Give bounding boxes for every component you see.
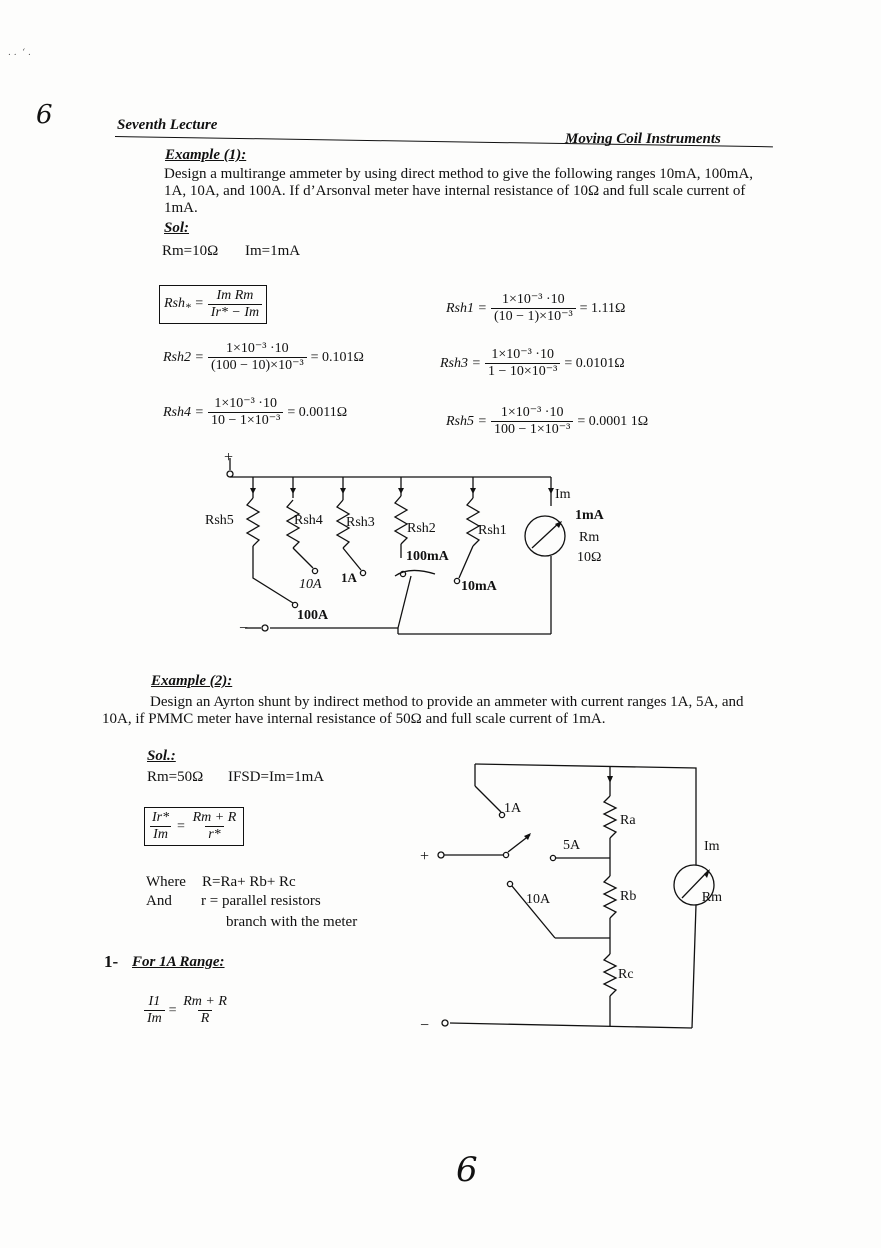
circuit2-meter-rm: Rm: [701, 890, 722, 905]
margin-page-mark: 6: [36, 100, 53, 130]
example2-text: Design an Ayrton shunt by indirect method to provide an ammeter with current ranges 1A, 5A, and 10A, if PMMC meter have internal resistance of 50Ω and full scale current of 1mA.: [102, 694, 744, 727]
circuit1-meter-1ma: 1mA: [575, 508, 604, 523]
circuit1-meter-rm: Rm: [579, 530, 600, 545]
circuit2-meter-im: Im: [704, 839, 720, 854]
circuit2-res-rc: Rc: [618, 967, 634, 982]
range-heading: For 1A Range:: [132, 954, 225, 970]
circuit1-res-rsh2: Rsh2: [407, 521, 436, 536]
example1-formula-box: Rsh$_*$ = $\frac{\text{Im Rm}}{Ir* - Im}$: [159, 285, 267, 324]
circuit2-range-5a: 5A: [563, 838, 581, 853]
circuit1-range-100a: 100A: [297, 608, 329, 623]
footer-page-number: 6: [456, 1150, 478, 1190]
circuit1-range-10ma: 10mA: [461, 579, 497, 594]
circuit2-plus: +: [420, 848, 430, 865]
example1-given-rm: Rm=10Ω: [162, 243, 219, 259]
circuit2-diagram: [410, 758, 730, 1038]
example2-given-ifsd: IFSD=Im=1mA: [228, 769, 325, 785]
and-text: r = parallel resistors: [201, 893, 321, 909]
and-text-2: branch with the meter: [226, 914, 358, 930]
circuit2-range-1a: 1A: [504, 801, 522, 816]
circuit1-res-rsh3: Rsh3: [346, 515, 375, 530]
where-label: Where: [146, 874, 186, 890]
range-formula: $\frac{I1}{Im}$ = $\frac{Rm + R}{R}$: [144, 994, 230, 1027]
circuit2-res-rb: Rb: [620, 889, 637, 904]
circuit1-minus: −: [239, 620, 249, 637]
circuit2-range-10a: 10A: [526, 892, 551, 907]
example2-formula-box: $\frac{Ir*}{Im}$ = $\frac{Rm + R}{r*}$: [144, 807, 244, 846]
circuit1-meter-10ohm: 10Ω: [577, 550, 602, 565]
eq-rsh5: Rsh5 = $\frac{\text{1×10⁻³ ·10}}{\text{100 − 1×10⁻³}}$ = 0.0001 1Ω: [446, 405, 649, 437]
header-right: Moving Coil Instruments: [565, 131, 721, 147]
eq-rsh3: Rsh3 = $\frac{\text{1×10⁻³ ·10}}{\text{1 − 10×10⁻³}}$ = 0.0101Ω: [440, 347, 625, 379]
circuit1-range-10a: 10A: [299, 577, 322, 592]
example2-given-rm: Rm=50Ω: [147, 769, 204, 785]
circuit1-res-rsh1: Rsh1: [478, 523, 507, 538]
circuit1-range-100ma: 100mA: [406, 549, 449, 564]
example1-given-im: Im=1mA: [245, 243, 301, 259]
example1-text: Design a multirange ammeter by using direct method to give the following ranges 10mA, 100mA, 1A, 10A, and 100A. If d’Arsonval meter have internal resistance of 10Ω and full scale current of 1mA.: [164, 166, 754, 216]
circuit2-res-ra: Ra: [620, 813, 636, 828]
eq-rsh4: Rsh4 = $\frac{\text{1×10⁻³ ·10}}{\text{10 − 1×10⁻³}}$ = 0.0011Ω: [163, 396, 348, 428]
circuit1-range-1a: 1A: [341, 570, 357, 585]
eq-rsh2: Rsh2 = $\frac{\text{1×10⁻³ ·10}}{\text{(100 − 10)×10⁻³}}$ = 0.101Ω: [163, 341, 364, 373]
example2-title: Example (2):: [151, 673, 233, 689]
circuit2-minus: −: [420, 1017, 430, 1034]
margin-scribble: . . ‘ .: [8, 48, 31, 58]
eq-rsh1: Rsh1 = $\frac{\text{1×10⁻³ ·10}}{\text{(10 − 1)×10⁻³}}$ = 1.11Ω: [446, 292, 626, 324]
circuit1-res-rsh5: Rsh5: [205, 513, 234, 528]
example2-sol: Sol.:: [147, 748, 176, 764]
header-left: Seventh Lecture: [117, 117, 218, 133]
circuit1-plus: +: [224, 449, 234, 466]
range-heading-number: 1-: [104, 952, 119, 971]
example1-title: Example (1):: [165, 147, 247, 163]
example1-sol: Sol:: [164, 220, 190, 236]
circuit1-diagram: [195, 448, 635, 643]
circuit1-meter-im: Im: [555, 487, 571, 502]
circuit1-res-rsh4: Rsh4: [294, 513, 323, 528]
and-label: And: [146, 893, 172, 909]
where-text: R=Ra+ Rb+ Rc: [202, 874, 296, 890]
